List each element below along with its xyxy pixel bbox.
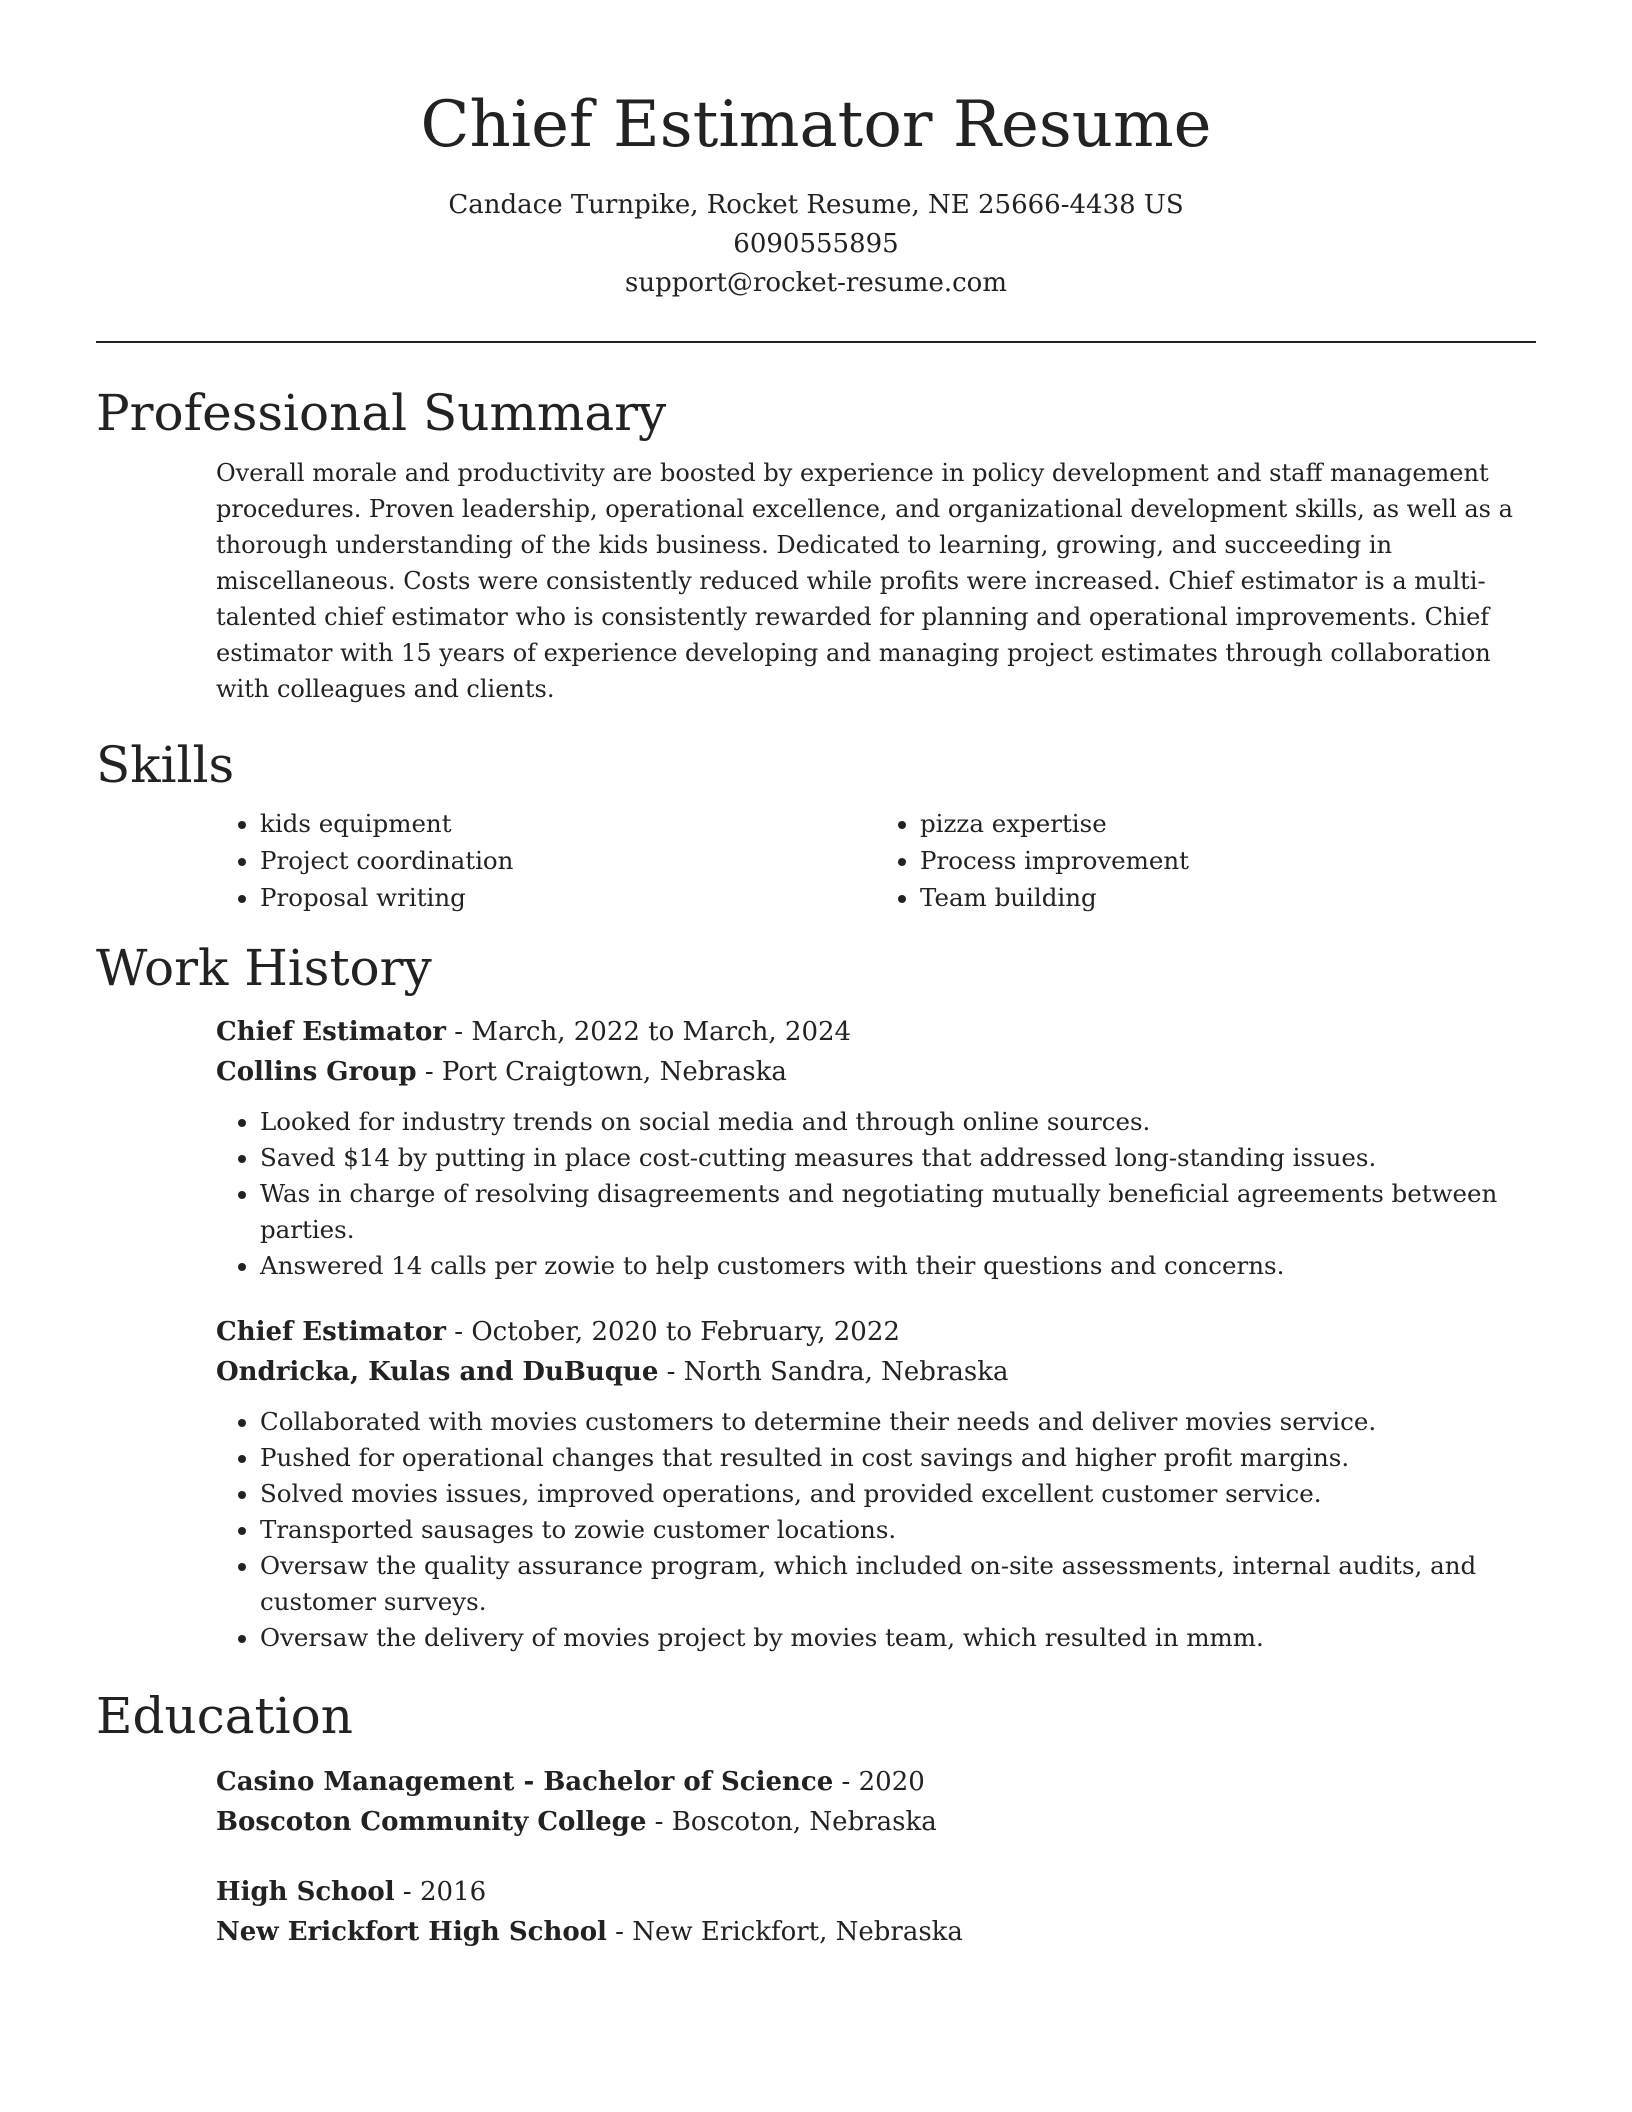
job-dates: - October, 2020 to February, 2022 <box>446 1317 900 1347</box>
education-school-line <box>216 1802 1536 1842</box>
skills-column-left <box>216 805 876 916</box>
education-degree-line <box>216 1872 1536 1912</box>
skills-list <box>216 805 1536 916</box>
job-bullet: • Transported sausages to zowie customer locations. <box>260 1512 1536 1548</box>
education-year: - 2016 <box>395 1877 487 1907</box>
education-year: - 2020 <box>833 1767 925 1797</box>
job-location: - North Sandra, Nebraska <box>658 1357 1008 1387</box>
education-school: New Erickfort High School <box>216 1917 607 1947</box>
education-location: - Boscoton, Nebraska <box>646 1807 936 1837</box>
job-bullet: • Looked for industry trends on social media and through online sources. <box>260 1104 1536 1140</box>
job-bullet: • Solved movies issues, improved operations, and provided excellent customer service. <box>260 1476 1536 1512</box>
job-bullet: • Oversaw the quality assurance program, which included on-site assessments, internal audits, and customer surveys. <box>260 1548 1536 1620</box>
skills-heading: Skills <box>96 736 235 794</box>
education-entry <box>216 1872 1536 1952</box>
job-entry <box>216 1012 1536 1284</box>
education-school: Boscoton Community College <box>216 1807 647 1837</box>
job-location: - Port Craigtown, Nebraska <box>417 1057 787 1087</box>
skill-item: • kids equipment <box>260 805 876 842</box>
work-history-heading: Work History <box>96 939 432 997</box>
job-entry <box>216 1312 1536 1656</box>
job-bullet: • Pushed for operational changes that resulted in cost savings and higher profit margins. <box>260 1440 1536 1476</box>
job-company-line <box>216 1052 1536 1092</box>
education-field: High School <box>216 1877 395 1907</box>
job-bullet: • Answered 14 calls per zowie to help customers with their questions and concerns. <box>260 1248 1536 1284</box>
job-bullet: • Oversaw the delivery of movies project by movies team, which resulted in mmm. <box>260 1620 1536 1656</box>
summary-heading: Professional Summary <box>96 384 667 442</box>
job-company: Collins Group <box>216 1057 417 1087</box>
job-company-line <box>216 1352 1536 1392</box>
resume-title: Chief Estimator Resume <box>420 88 1212 162</box>
job-company: Ondricka, Kulas and DuBuque <box>216 1357 659 1387</box>
skill-item: • Proposal writing <box>260 879 876 916</box>
contact-phone: 6090555895 <box>733 229 899 259</box>
job-title-line <box>216 1012 1536 1052</box>
education-degree-line <box>216 1762 1536 1802</box>
work-history-section <box>96 938 1536 1656</box>
education-location: - New Erickfort, Nebraska <box>607 1917 963 1947</box>
skill-item: • pizza expertise <box>920 805 1536 842</box>
education-section <box>96 1686 1536 1952</box>
skills-column-right <box>876 805 1536 916</box>
summary-text: Overall morale and productivity are boosted by experience in policy development and staff management procedures. Proven leadership, operational excellence, and organizational development skills, as well as a thorough understanding of the kids business. Dedicated to learning, growing, and succeeding in miscellaneous. Costs were consistently reduced while profits were increased. Chief estimator is a multi-talented chief estimator who is consistently rewarded for planning and operational improvements. Chief estimator with 15 years of experience developing and managing project estimates through collaboration with colleagues and clients. <box>216 459 1513 703</box>
skills-section <box>96 735 1536 916</box>
skill-item: • Project coordination <box>260 842 876 879</box>
skill-item: • Process improvement <box>920 842 1536 879</box>
job-bullet: • Was in charge of resolving disagreements and negotiating mutually beneficial agreements between parties. <box>260 1176 1536 1248</box>
summary-section <box>96 383 1536 707</box>
job-title: Chief Estimator <box>216 1017 447 1047</box>
job-bullet: • Saved $14 by putting in place cost-cutting measures that addressed long-standing issues. <box>260 1140 1536 1176</box>
job-title: Chief Estimator <box>216 1317 447 1347</box>
education-degree: - Bachelor of Science <box>514 1767 833 1797</box>
contact-address: Candace Turnpike, Rocket Resume, NE 25666-4438 US <box>448 190 1184 220</box>
education-entry <box>216 1762 1536 1842</box>
job-bullets <box>216 1404 1536 1656</box>
job-title-line <box>216 1312 1536 1352</box>
skill-item: • Team building <box>920 879 1536 916</box>
header-divider <box>96 341 1536 343</box>
job-bullets <box>216 1104 1536 1284</box>
job-bullet: • Collaborated with movies customers to determine their needs and deliver movies service. <box>260 1404 1536 1440</box>
education-school-line <box>216 1912 1536 1952</box>
education-heading: Education <box>96 1687 353 1745</box>
education-field: Casino Management <box>216 1767 515 1797</box>
contact-email: support@rocket-resume.com <box>624 268 1007 298</box>
job-dates: - March, 2022 to March, 2024 <box>446 1017 851 1047</box>
contact-block <box>96 186 1536 303</box>
